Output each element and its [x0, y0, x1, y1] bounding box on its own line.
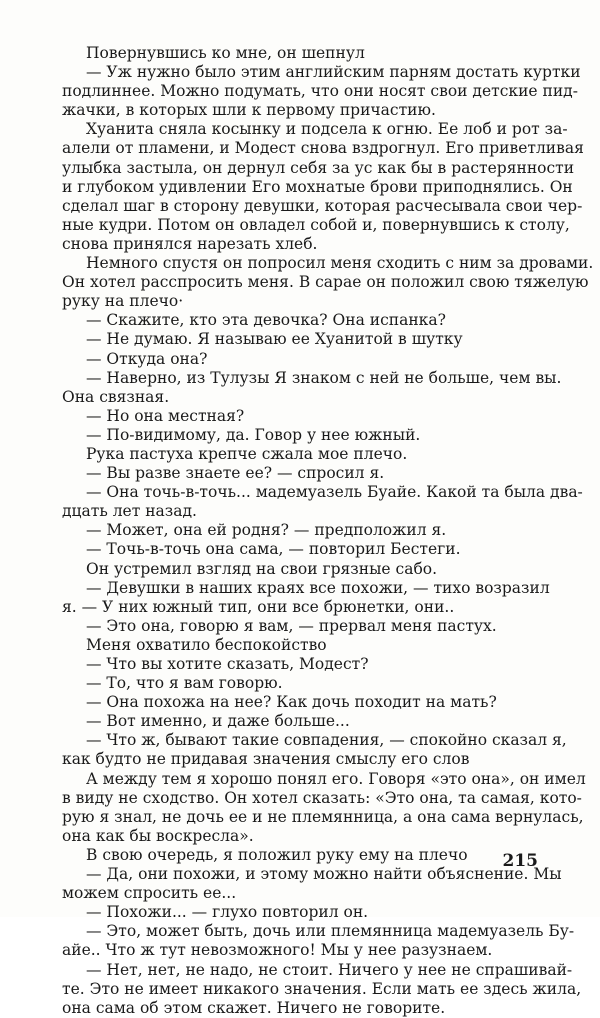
text-line: — Но она местная?	[86, 406, 245, 425]
text-line: можем спросить ее...	[62, 884, 237, 903]
text-line: сделал шаг в сторону девушки, которая расчесывала свои чер-	[62, 196, 583, 215]
text-line: Хуанита сняла косынку и подсела к огню. Ее лоб и рот за-	[86, 120, 568, 139]
text-line: — Уж нужно было этим английским парням достать куртки	[86, 63, 581, 82]
text-line: рую я знал, не дочь ее и не племянница, а она сама вернулась,	[62, 807, 584, 826]
text-line: — Да, они похожи, и этому можно найти объяснение. Мы	[86, 865, 562, 884]
text-line: — Вы разве знаете ее? — спросил я.	[86, 464, 385, 483]
text-line: дцать лет назад.	[62, 502, 197, 521]
text-line: — Не думаю. Я называю ее Хуанитой в шутку	[86, 330, 463, 349]
text-line: Он устремил взгляд на свои грязные сабо.	[86, 559, 438, 578]
text-line: — Скажите, кто эта девочка? Она испанка?	[86, 311, 446, 330]
text-line: А между тем я хорошо понял его. Говоря «это она», он имел	[86, 769, 586, 788]
text-line: — Это, может быть, дочь или племянница мадемуазель Бу-	[86, 922, 575, 941]
text-line: ные кудри. Потом он овладел собой и, повернувшись к столу,	[62, 215, 570, 234]
text-line: жачки, в которых шли к первому причастию.	[62, 101, 436, 120]
text-line: в виду не сходство. Он хотел сказать: «Это она, та самая, кото-	[62, 788, 582, 807]
text-line: — По-видимому, да. Говор у нее южный.	[86, 425, 421, 444]
text-line: те. Это не имеет никакого значения. Если мать ее здесь жила,	[62, 979, 582, 998]
text-line: — Похожи... — глухо повторил он.	[86, 903, 369, 922]
text-line: Рука пастуха крепче сжала мое плечо.	[86, 444, 408, 463]
text-line: — Нет, нет, не надо, не стоит. Ничего у нее не спрашивай-	[86, 960, 573, 979]
text-line: снова принялся нарезать хлеб.	[62, 234, 318, 253]
text-line: Немного спустя он попросил меня сходить с ним за дровами.	[86, 254, 594, 273]
text-line: улыбка застыла, он дернул себя за ус как бы в растерянности	[62, 158, 575, 177]
text-line: Повернувшись ко мне, он шепнул	[86, 44, 365, 62]
text-line: — Что вы хотите сказать, Модест?	[86, 655, 369, 673]
text-line: она сама об этом скажет. Ничего не говорите.	[62, 998, 446, 1017]
text-line: она как бы воскресла».	[62, 826, 254, 845]
text-line: — Откуда она?	[86, 349, 208, 368]
text-line: алели от пламени, и Модест снова вздрогнул. Его приветливая	[62, 139, 584, 158]
text-line: Он хотел расспросить меня. В сарае он положил свою тяжелую	[62, 273, 589, 292]
text-line: — Вот именно, и даже больше...	[86, 712, 350, 731]
text-line: — Она точь-в-точь... мадемуазель Буайе. Какой та была два-	[86, 483, 583, 502]
text-line: — Это она, говорю я вам, — прервал меня пастух.	[86, 616, 497, 635]
body-text	[62, 44, 594, 1018]
text-line: — Она похожа на нее? Как дочь походит на мать?	[86, 693, 497, 712]
text-line: — Точь-в-точь она сама, — повторил Бестеги.	[86, 540, 461, 559]
text-line: подлиннее. Можно подумать, что они носят свои детские пид-	[62, 82, 578, 101]
text-line: — Что ж, бывают такие совпадения, — спокойно сказал я,	[86, 731, 567, 750]
text-line: руку на плечо·	[62, 292, 184, 311]
text-line: Меня охватило беспокойство	[86, 635, 327, 654]
text-line: я. — У них южный тип, они все брюнетки, они..	[62, 597, 455, 616]
text-line: айе.. Что ж тут невозможного! Мы у нее разузнаем.	[62, 941, 493, 960]
text-line: — Может, она ей родня? — предположил я.	[86, 521, 447, 540]
text-line: Она связная.	[62, 387, 170, 406]
text-line: и глубоком удивлении Его мохнатые брови приподнялись. Он	[62, 177, 573, 196]
text-line: как будто не придавая значения смыслу его слов	[62, 750, 470, 769]
text-line: — Девушки в наших краях все похожи, — тихо возразил	[86, 578, 550, 597]
text-line: — Наверно, из Тулузы Я знаком с ней не больше, чем вы.	[86, 368, 562, 387]
text-line: — То, что я вам говорю.	[86, 674, 283, 693]
text-line: В свою очередь, я положил руку ему на плечо	[86, 845, 468, 864]
page-number: 215	[502, 851, 538, 871]
